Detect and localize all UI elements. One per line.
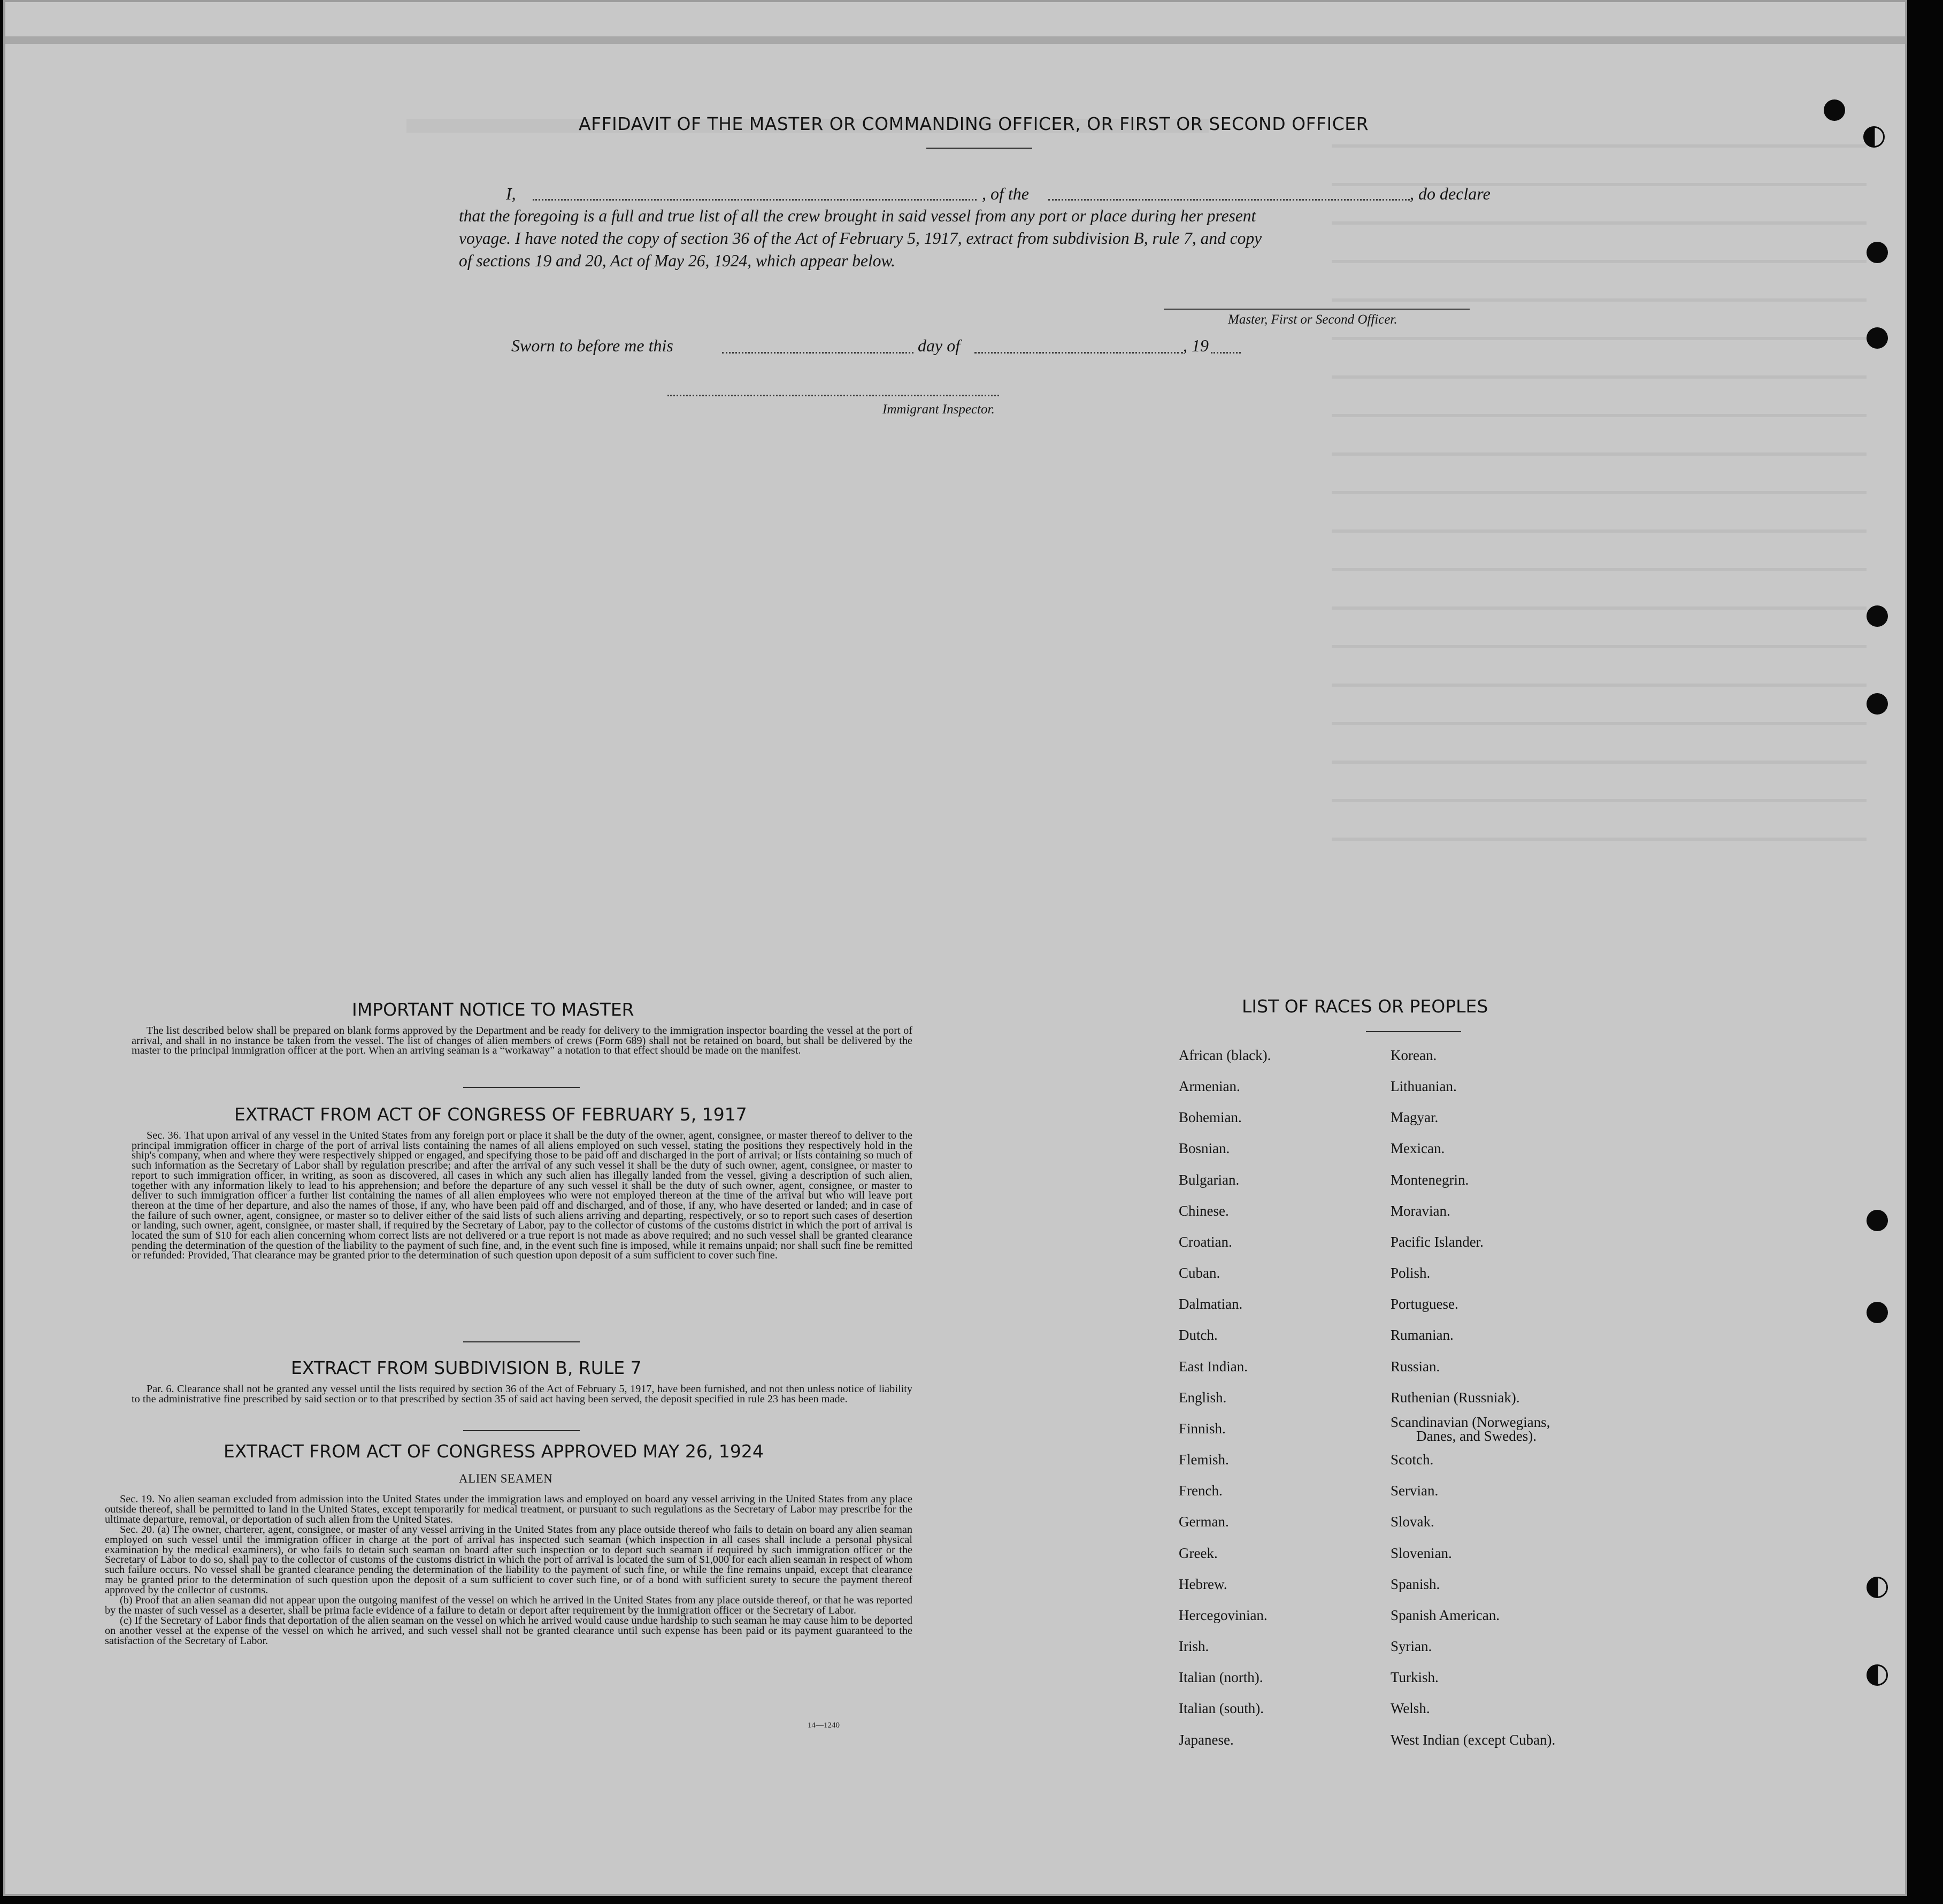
race-left: Bohemian. bbox=[1179, 1109, 1242, 1125]
race-right: Spanish American. bbox=[1391, 1607, 1500, 1623]
race-right: Scotch. bbox=[1391, 1452, 1434, 1468]
vessel-field-line[interactable] bbox=[1048, 199, 1410, 201]
affidavit-line-4: of sections 19 and 20, Act of May 26, 1924, which appear below. bbox=[459, 251, 896, 270]
race-right: Spanish. bbox=[1391, 1576, 1440, 1592]
race-left: Bosnian. bbox=[1179, 1140, 1230, 1156]
act-1917-title: EXTRACT FROM ACT OF CONGRESS OF FEBRUARY 5, 1917 bbox=[234, 1104, 747, 1125]
race-right: Ruthenian (Russniak). bbox=[1391, 1389, 1520, 1406]
master-caption: Master, First or Second Officer. bbox=[1228, 312, 1397, 327]
day-of-label: day of bbox=[918, 336, 961, 355]
act-1917-body bbox=[132, 1131, 912, 1261]
act-1924-body bbox=[105, 1494, 912, 1646]
punch-hole bbox=[1867, 693, 1888, 715]
punch-hole bbox=[1867, 327, 1888, 349]
race-right: Mexican. bbox=[1391, 1140, 1445, 1156]
act-1924-title: EXTRACT FROM ACT OF CONGRESS APPROVED MAY 26, 1924 bbox=[224, 1441, 764, 1462]
race-left: Bulgarian. bbox=[1179, 1172, 1240, 1188]
race-right: Slovak. bbox=[1391, 1514, 1434, 1530]
year-label: , 19 bbox=[1183, 336, 1209, 355]
act-1917-paragraph: Sec. 36. That upon arrival of any vessel in the United States from any foreign port or place it shall be the duty of the owner, agent, consignee, or master thereof to deliver to the principal immigration officer in charge of the port of arrival lists containing the names of all aliens employed on such vessel, stating the positions they respectively hold in the ship's company, when and where they were respectively shipped or engaged, and specifying those to be paid off and discharged in the port of arrival; or lists containing so much of such information as the Secretary of Labor shall by regulation prescribe; and after the arrival of any such vessel it shall be the duty of such owner, agent, consignee, or master to report to such immigration officer, in writing, as soon as discovered, all cases in which any such alien has illegally landed from the vessel, giving a description of such alien, together with any information likely to lead to his apprehension; and before the departure of any such vessel it shall be the duty of such owner, agent, consignee, or master to deliver to such immigration officer a further list containing the names of all alien employees who were not employed thereon at the time of the arrival but who will leave port thereon at the time of her departure, and also the names of those, if any, who have been paid off and discharged, and of those, if any, who have deserted or landed; and in case of the failure of such owner, agent, consignee, or master so to deliver either of the said lists of such aliens arriving and departing, respectively, or so to report such cases of desertion or landing, such owner, agent, consignee, or master shall, if required by the Secretary of Labor, pay to the collector of customs of the customs district in which the port of arrival is located the sum of $10 for each alien concerning whom correct lists are not delivered or a true report is not made as above required; and no such vessel shall be granted clearance pending the determination of the question of the liability to the payment of such fine, and, in the event such fine is imposed, while it remains unpaid; nor shall such fine be remitted or refunded: Provided, That clearance may be granted prior to the determination of such question upon deposit of a sum sufficient to cover such fine. bbox=[132, 1130, 912, 1262]
race-right: Korean. bbox=[1391, 1047, 1437, 1063]
races-title: LIST OF RACES OR PEOPLES bbox=[1242, 996, 1488, 1017]
affidavit-of-the: , of the bbox=[982, 184, 1029, 203]
race-left: Hebrew. bbox=[1179, 1576, 1227, 1592]
affidavit-do-declare: , do declare bbox=[1410, 184, 1491, 203]
race-right: Montenegrin. bbox=[1391, 1172, 1469, 1188]
title-rule bbox=[926, 148, 1032, 149]
alien-seamen-subtitle: ALIEN SEAMEN bbox=[459, 1472, 553, 1485]
race-left: East Indian. bbox=[1179, 1358, 1248, 1375]
sec-20a-paragraph: Sec. 20. (a) The owner, charterer, agent, consignee, or master of any vessel arriving in the United States from any place outside thereof who fails to detain on board any alien seaman employed on such vessel until the immigration officer in charge at the port of arrival has inspected such seaman (which inspection in all cases shall include a personal physical examination by the medical examiners), or who fails to detain such seaman on board after such inspection or to deport such seaman if required by such immigration officer or the Secretary of Labor to do so, shall pay to the collector of customs of the customs district in which the port of arrival is located the sum of $1,000 for each alien seaman in respect of whom such failure occurs. No vessel shall be granted clearance pending the determination of the liability to the payment of such fine, or while the fine remains unpaid, except that clearance may be granted prior to the determination of such question upon the deposit of a sum sufficient to cover such fine, or of a bond with sufficient surety to secure the payment thereof approved by the collector of customs. bbox=[105, 1523, 912, 1596]
affidavit-line-2: that the foregoing is a full and true list of all the crew brought in said vessel from any port or place during her present bbox=[459, 206, 1256, 225]
race-right: Turkish. bbox=[1391, 1669, 1439, 1685]
back-page-edge bbox=[5, 36, 1907, 44]
punch-hole bbox=[1867, 1664, 1888, 1686]
punch-hole bbox=[1867, 1210, 1888, 1231]
race-right: Welsh. bbox=[1391, 1700, 1430, 1716]
divider-1 bbox=[463, 1087, 580, 1088]
race-right: Pacific Islander. bbox=[1391, 1234, 1484, 1250]
inspector-signature-line[interactable] bbox=[667, 395, 999, 396]
race-right: Rumanian. bbox=[1391, 1327, 1454, 1343]
divider-2 bbox=[463, 1341, 580, 1342]
notice-body bbox=[132, 1026, 912, 1056]
affidavit-i-label: I, bbox=[506, 184, 516, 203]
race-left: Croatian. bbox=[1179, 1234, 1232, 1250]
races-title-rule bbox=[1366, 1031, 1461, 1032]
subdivision-b-paragraph: Par. 6. Clearance shall not be granted any vessel until the lists required by section 36 of the Act of February 5, 1917, have been furnished, and not then unless notice of liability to the administrative fine prescribed by said section or to that prescribed by section 35 of said act having been served, the deposit specified in rule 23 has been made. bbox=[132, 1383, 912, 1405]
notice-title: IMPORTANT NOTICE TO MASTER bbox=[352, 999, 634, 1020]
form-number: 14—1240 bbox=[808, 1721, 840, 1730]
race-left: English. bbox=[1179, 1389, 1227, 1406]
sworn-label: Sworn to before me this bbox=[511, 336, 673, 355]
race-right: Portuguese. bbox=[1391, 1296, 1458, 1312]
year-field-line[interactable] bbox=[1211, 352, 1241, 354]
affidavit-line-3: voyage. I have noted the copy of section 36 of the Act of February 5, 1917, extract from subdivision B, rule 7, and copy bbox=[459, 229, 1262, 248]
affidavit-title: AFFIDAVIT OF THE MASTER OR COMMANDING OFFICER, OR FIRST OR SECOND OFFICER bbox=[579, 113, 1369, 134]
subdivision-b-body bbox=[132, 1384, 912, 1404]
sworn-date-line[interactable] bbox=[722, 352, 913, 354]
inspector-caption: Immigrant Inspector. bbox=[882, 402, 995, 417]
punch-hole bbox=[1867, 242, 1888, 263]
punch-hole bbox=[1863, 126, 1885, 148]
race-left: Flemish. bbox=[1179, 1452, 1229, 1468]
master-signature-line[interactable] bbox=[1164, 309, 1470, 310]
race-left: Dalmatian. bbox=[1179, 1296, 1243, 1312]
race-left: French. bbox=[1179, 1483, 1223, 1499]
race-left: Irish. bbox=[1179, 1638, 1209, 1654]
race-right: Russian. bbox=[1391, 1358, 1440, 1375]
punch-hole bbox=[1867, 1577, 1888, 1598]
sec-20b-paragraph: (b) Proof that an alien seaman did not appear upon the outgoing manifest of the vessel on which he arrived in the United States from any place outside thereof, or that he was reported by the master of such vessel as a deserter, shall be prima facie evidence of a failure to detain or deport after requirement by the immigration officer or the Secretary of Labor. bbox=[105, 1594, 912, 1616]
race-left: African (black). bbox=[1179, 1047, 1271, 1063]
race-right: West Indian (except Cuban). bbox=[1391, 1732, 1556, 1748]
race-left: Armenian. bbox=[1179, 1078, 1240, 1094]
race-right: Slovenian. bbox=[1391, 1545, 1452, 1561]
race-left: Cuban. bbox=[1179, 1265, 1220, 1281]
bleed-through-rows bbox=[1332, 109, 1867, 858]
race-left: Italian (south). bbox=[1179, 1700, 1264, 1716]
race-right: Moravian. bbox=[1391, 1203, 1450, 1219]
punch-hole bbox=[1867, 1302, 1888, 1323]
race-left: Chinese. bbox=[1179, 1203, 1229, 1219]
race-left: Finnish. bbox=[1179, 1421, 1226, 1437]
sec-20c-paragraph: (c) If the Secretary of Labor finds that deportation of the alien seaman on the vessel on which he arrived would cause undue hardship to such seaman he may cause him to be deported on another vessel at the expense of the vessel on which he arrived, and such vessel shall not be granted clearance until such expense has been paid or its payment guaranteed to the satisfaction of the Secretary of Labor. bbox=[105, 1614, 912, 1647]
month-field-line[interactable] bbox=[974, 352, 1183, 354]
race-left: German. bbox=[1179, 1514, 1229, 1530]
notice-paragraph: The list described below shall be prepared on blank forms approved by the Department and be ready for delivery to the immigration inspector boarding the vessel at the port of arrival, and shall in no instance be taken from the vessel. The list of changes of alien members of crews (Form 689) shall not be retained on board, but shall be delivered by the master to the principal immigration officer at the port. When an arriving seaman is a “workaway” a notation to that effect should be made on the manifest. bbox=[132, 1025, 912, 1057]
name-field-line[interactable] bbox=[533, 199, 977, 201]
race-left: Dutch. bbox=[1179, 1327, 1218, 1343]
race-right: Magyar. bbox=[1391, 1109, 1439, 1125]
divider-3 bbox=[463, 1430, 580, 1431]
punch-hole bbox=[1824, 99, 1845, 121]
race-left: Japanese. bbox=[1179, 1732, 1234, 1748]
race-right: Scandinavian (Norwegians, bbox=[1391, 1414, 1550, 1430]
sec-19-paragraph: Sec. 19. No alien seaman excluded from admission into the United States under the immigration laws and employed on board any vessel arriving in the United States from any place outside thereof, shall be permitted to land in the United States, except temporarily for medical treatment, or pursuant to such regulations as the Secretary of Labor may prescribe for the ultimate departure, removal, or deportation of such alien from the United States. bbox=[105, 1493, 912, 1525]
race-left: Hercegovinian. bbox=[1179, 1607, 1268, 1623]
race-right-continuation: Danes, and Swedes). bbox=[1416, 1428, 1537, 1444]
race-right: Servian. bbox=[1391, 1483, 1439, 1499]
document-page bbox=[3, 0, 1907, 1896]
race-right: Polish. bbox=[1391, 1265, 1431, 1281]
subdivision-b-title: EXTRACT FROM SUBDIVISION B, RULE 7 bbox=[291, 1357, 642, 1378]
race-right: Syrian. bbox=[1391, 1638, 1432, 1654]
race-left: Greek. bbox=[1179, 1545, 1218, 1561]
race-left: Italian (north). bbox=[1179, 1669, 1263, 1685]
punch-hole bbox=[1867, 605, 1888, 627]
race-right: Lithuanian. bbox=[1391, 1078, 1457, 1094]
